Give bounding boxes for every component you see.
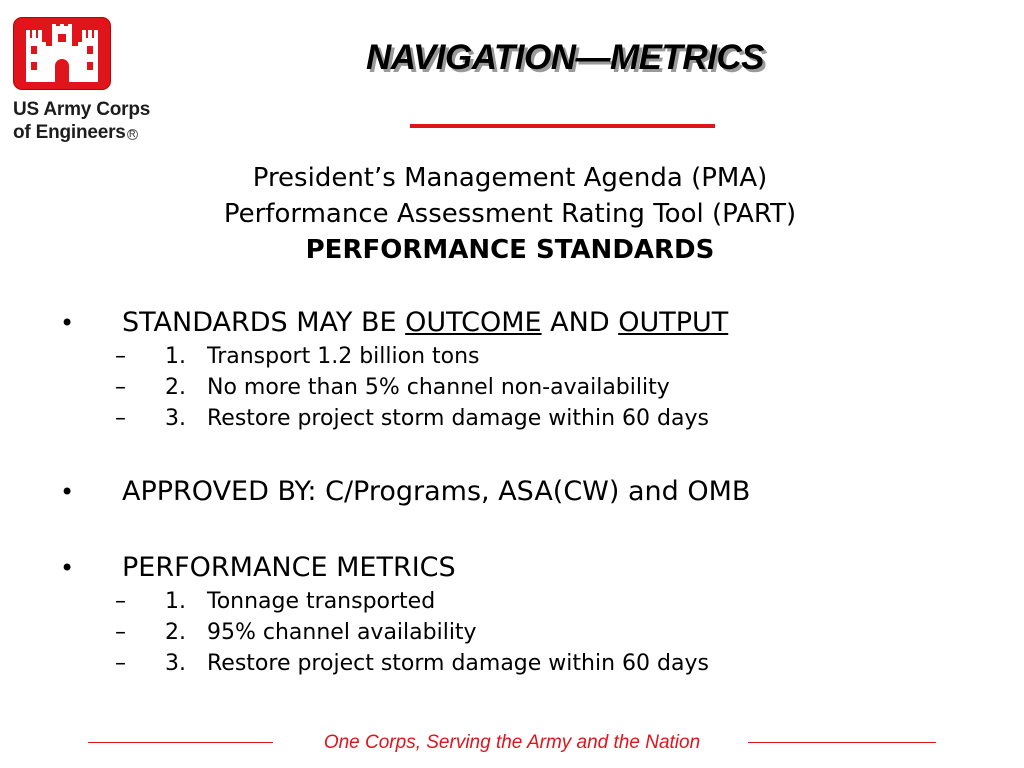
sub-item-text: Tonnage transported — [207, 589, 436, 614]
sub-item-number: 1. — [165, 589, 186, 614]
footer-rule-left — [88, 742, 273, 743]
footer-rule-right — [748, 742, 936, 743]
spacer — [60, 434, 960, 474]
subtitle-line-1: President’s Management Agenda (PMA) — [252, 163, 768, 193]
bullet-list — [60, 305, 960, 679]
usace-logo — [13, 17, 111, 90]
slide-title: NAVIGATION—METRICS — [365, 38, 765, 77]
sub-item — [60, 341, 960, 372]
sub-item — [60, 372, 960, 403]
bullet-dot: • — [60, 478, 75, 506]
bullet-approved-by — [60, 474, 960, 510]
sub-item-number: 2. — [165, 620, 186, 645]
dash-marker: – — [115, 651, 126, 676]
underlined-outcome: OUTCOME — [405, 307, 542, 338]
bullet-text: APPROVED BY: C/Programs, ASA(CW) and OMB — [122, 476, 751, 507]
sub-item — [60, 648, 960, 679]
org-name-line1: US Army Corps — [13, 99, 151, 120]
organization-name — [13, 98, 203, 144]
dash-marker: – — [115, 344, 126, 369]
sub-item-text: Restore project storm damage within 60 days — [207, 406, 709, 431]
spacer — [60, 510, 960, 550]
sub-item-number: 1. — [165, 344, 186, 369]
dash-marker: – — [115, 620, 126, 645]
underlined-output: OUTPUT — [618, 307, 729, 338]
org-name-line2: of Engineers — [13, 122, 126, 143]
bullet-standards — [60, 305, 960, 341]
dash-marker: – — [115, 406, 126, 431]
registered-mark: R — [127, 129, 138, 140]
subtitle-line-3: PERFORMANCE STANDARDS — [305, 235, 715, 265]
sub-item — [60, 586, 960, 617]
sub-item-text: Restore project storm damage within 60 days — [207, 651, 709, 676]
sub-item — [60, 403, 960, 434]
sub-item-number: 3. — [165, 651, 186, 676]
bullet-performance-metrics — [60, 550, 960, 586]
footer — [88, 730, 936, 756]
bullet-text: PERFORMANCE METRICS — [122, 552, 456, 583]
logo-background — [13, 17, 111, 90]
sub-item-text: 95% channel availability — [207, 620, 477, 645]
footer-tagline: One Corps, Serving the Army and the Nation — [323, 732, 701, 753]
bullet-dot: • — [60, 309, 75, 337]
subtitle-line-2: Performance Assessment Rating Tool (PART) — [223, 199, 797, 229]
dash-marker: – — [115, 589, 126, 614]
bullet-text: AND — [541, 307, 619, 338]
sub-item-number: 2. — [165, 375, 186, 400]
sub-item — [60, 617, 960, 648]
sub-item-text: Transport 1.2 billion tons — [207, 344, 480, 369]
bullet-text: STANDARDS MAY BE — [122, 307, 406, 338]
org-name-line2-wrap — [13, 121, 203, 144]
bullet-dot: • — [60, 554, 75, 582]
sub-item-text: No more than 5% channel non-availability — [207, 375, 670, 400]
sub-item-number: 3. — [165, 406, 186, 431]
title-underline-rule — [410, 124, 715, 128]
castle-icon — [24, 24, 100, 84]
subtitle-block — [130, 160, 890, 268]
dash-marker: – — [115, 375, 126, 400]
